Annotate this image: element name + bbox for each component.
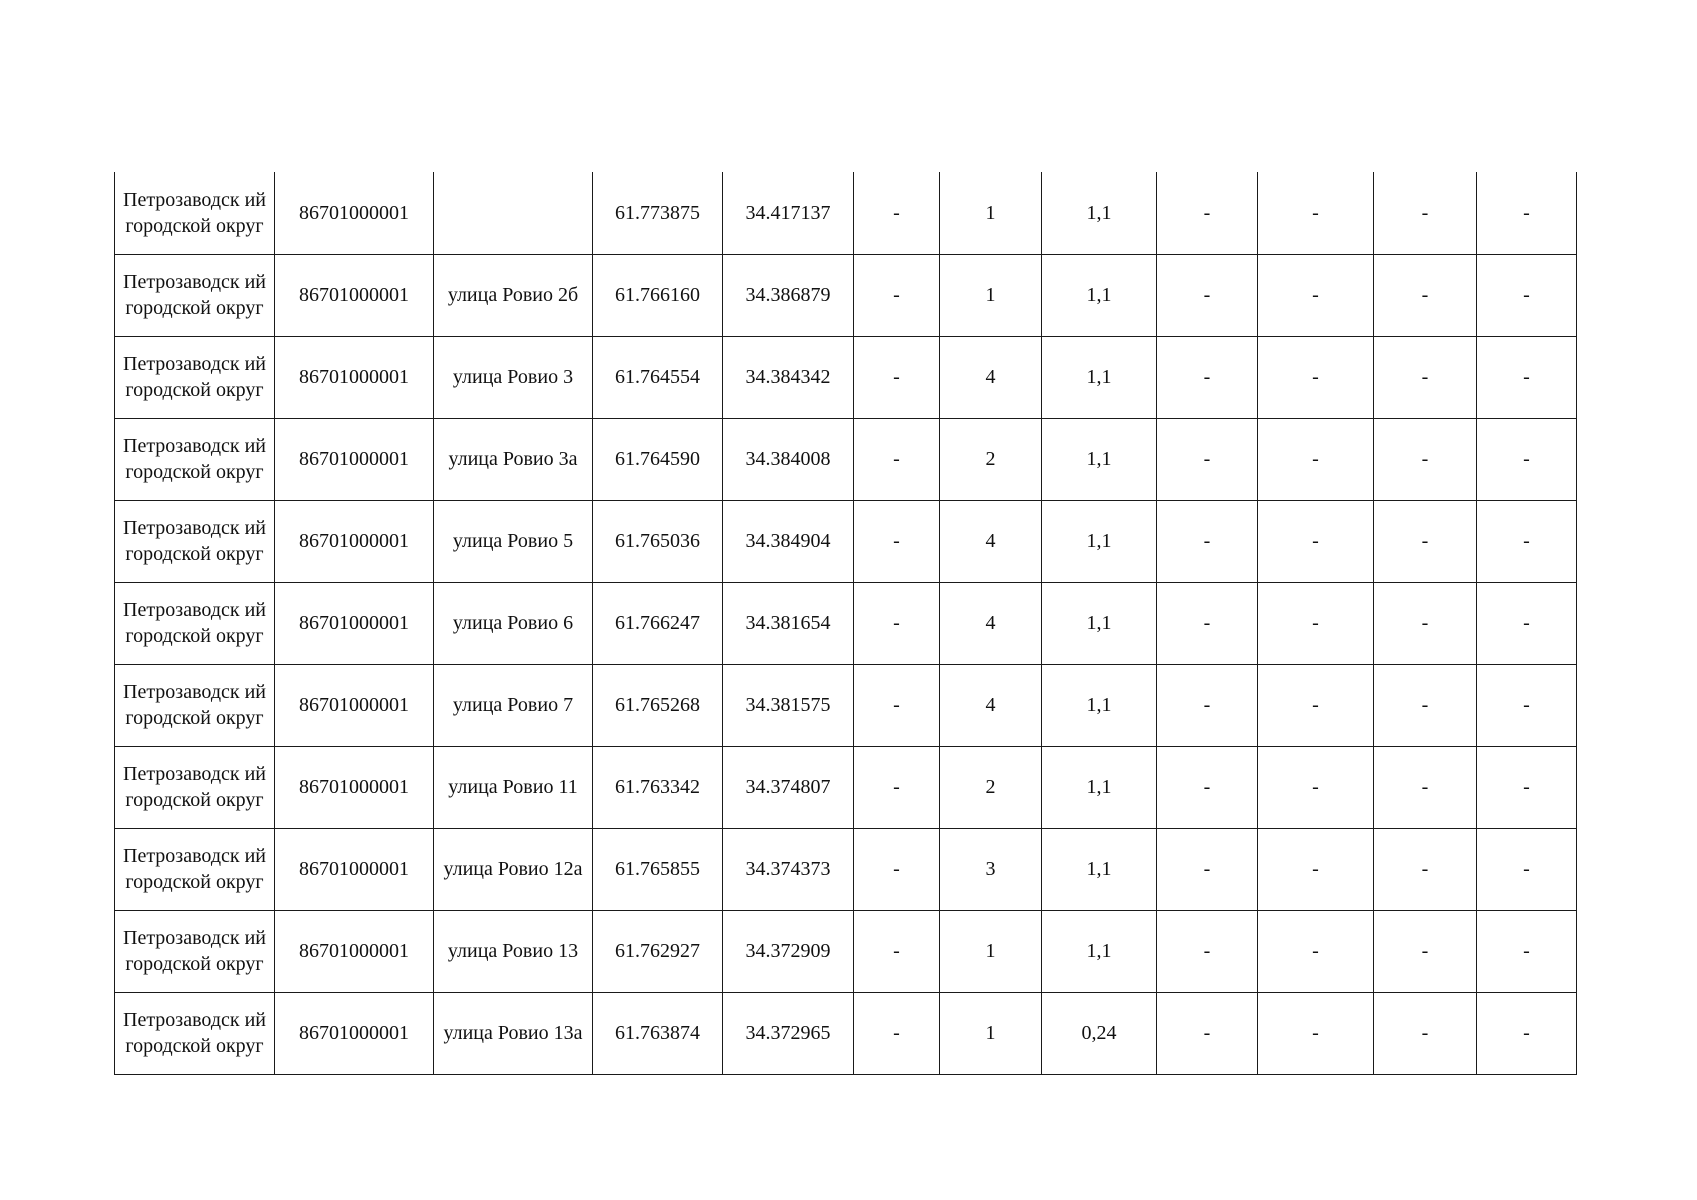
cell-container-count: 4 (940, 500, 1042, 582)
cell-col10: - (1258, 500, 1374, 582)
table-row (115, 828, 1577, 910)
cell-container-count: 4 (940, 336, 1042, 418)
table-row (115, 910, 1577, 992)
cell-container-count: 1 (940, 172, 1042, 254)
cell-oktmo: 86701000001 (275, 910, 434, 992)
cell-street: улица Ровио 13а (434, 992, 593, 1074)
cell-volume: 1,1 (1042, 418, 1157, 500)
cell-col12: - (1477, 746, 1577, 828)
cell-municipality: Петрозаводск ий городской округ (115, 500, 275, 582)
cell-col11: - (1374, 828, 1477, 910)
cell-street: улица Ровио 7 (434, 664, 593, 746)
cell-col6: - (854, 582, 940, 664)
cell-col9: - (1157, 418, 1258, 500)
cell-municipality: Петрозаводск ий городской округ (115, 828, 275, 910)
cell-latitude: 61.765036 (593, 500, 723, 582)
cell-longitude: 34.384904 (723, 500, 854, 582)
cell-col6: - (854, 500, 940, 582)
cell-street: улица Ровио 6 (434, 582, 593, 664)
cell-col9: - (1157, 254, 1258, 336)
cell-container-count: 1 (940, 254, 1042, 336)
cell-col11: - (1374, 254, 1477, 336)
cell-col12: - (1477, 336, 1577, 418)
cell-col10: - (1258, 582, 1374, 664)
cell-col10: - (1258, 254, 1374, 336)
cell-street (434, 172, 593, 254)
cell-longitude: 34.384008 (723, 418, 854, 500)
cell-volume: 1,1 (1042, 500, 1157, 582)
cell-col9: - (1157, 746, 1258, 828)
cell-latitude: 61.764590 (593, 418, 723, 500)
cell-longitude: 34.417137 (723, 172, 854, 254)
cell-col11: - (1374, 582, 1477, 664)
cell-col9: - (1157, 828, 1258, 910)
cell-col12: - (1477, 910, 1577, 992)
cell-col6: - (854, 336, 940, 418)
cell-col6: - (854, 418, 940, 500)
cell-oktmo: 86701000001 (275, 254, 434, 336)
cell-oktmo: 86701000001 (275, 582, 434, 664)
table-row (115, 500, 1577, 582)
cell-volume: 0,24 (1042, 992, 1157, 1074)
cell-volume: 1,1 (1042, 582, 1157, 664)
cell-col12: - (1477, 828, 1577, 910)
cell-volume: 1,1 (1042, 828, 1157, 910)
cell-municipality: Петрозаводск ий городской округ (115, 336, 275, 418)
cell-col12: - (1477, 500, 1577, 582)
cell-col12: - (1477, 254, 1577, 336)
cell-latitude: 61.765268 (593, 664, 723, 746)
cell-oktmo: 86701000001 (275, 336, 434, 418)
cell-latitude: 61.773875 (593, 172, 723, 254)
table-row (115, 418, 1577, 500)
cell-col6: - (854, 746, 940, 828)
table-row (115, 992, 1577, 1074)
cell-volume: 1,1 (1042, 336, 1157, 418)
cell-container-count: 1 (940, 910, 1042, 992)
cell-longitude: 34.381654 (723, 582, 854, 664)
cell-latitude: 61.765855 (593, 828, 723, 910)
cell-container-count: 4 (940, 664, 1042, 746)
table-row (115, 254, 1577, 336)
cell-col10: - (1258, 910, 1374, 992)
cell-longitude: 34.384342 (723, 336, 854, 418)
cell-volume: 1,1 (1042, 254, 1157, 336)
cell-oktmo: 86701000001 (275, 746, 434, 828)
cell-municipality: Петрозаводск ий городской округ (115, 254, 275, 336)
cell-latitude: 61.764554 (593, 336, 723, 418)
cell-container-count: 3 (940, 828, 1042, 910)
cell-col6: - (854, 828, 940, 910)
cell-municipality: Петрозаводск ий городской округ (115, 992, 275, 1074)
cell-col11: - (1374, 746, 1477, 828)
cell-longitude: 34.372965 (723, 992, 854, 1074)
cell-col10: - (1258, 172, 1374, 254)
cell-municipality: Петрозаводск ий городской округ (115, 664, 275, 746)
cell-col12: - (1477, 582, 1577, 664)
cell-street: улица Ровио 5 (434, 500, 593, 582)
cell-oktmo: 86701000001 (275, 500, 434, 582)
cell-longitude: 34.372909 (723, 910, 854, 992)
table-row (115, 664, 1577, 746)
cell-latitude: 61.763342 (593, 746, 723, 828)
cell-col10: - (1258, 664, 1374, 746)
cell-municipality: Петрозаводск ий городской округ (115, 172, 275, 254)
cell-latitude: 61.762927 (593, 910, 723, 992)
cell-col11: - (1374, 500, 1477, 582)
cell-longitude: 34.374373 (723, 828, 854, 910)
cell-col12: - (1477, 418, 1577, 500)
cell-oktmo: 86701000001 (275, 172, 434, 254)
cell-col9: - (1157, 336, 1258, 418)
cell-longitude: 34.374807 (723, 746, 854, 828)
cell-col10: - (1258, 746, 1374, 828)
cell-municipality: Петрозаводск ий городской округ (115, 910, 275, 992)
cell-oktmo: 86701000001 (275, 664, 434, 746)
cell-col9: - (1157, 500, 1258, 582)
cell-oktmo: 86701000001 (275, 992, 434, 1074)
cell-col11: - (1374, 418, 1477, 500)
cell-street: улица Ровио 13 (434, 910, 593, 992)
cell-col9: - (1157, 910, 1258, 992)
table-body (115, 172, 1577, 1074)
container-sites-table (114, 172, 1577, 1075)
cell-street: улица Ровио 3 (434, 336, 593, 418)
cell-col11: - (1374, 992, 1477, 1074)
cell-container-count: 1 (940, 992, 1042, 1074)
cell-container-count: 2 (940, 746, 1042, 828)
table-row (115, 336, 1577, 418)
cell-street: улица Ровио 11 (434, 746, 593, 828)
cell-latitude: 61.766247 (593, 582, 723, 664)
table-row (115, 582, 1577, 664)
cell-volume: 1,1 (1042, 664, 1157, 746)
cell-col10: - (1258, 992, 1374, 1074)
cell-col9: - (1157, 582, 1258, 664)
table-row (115, 746, 1577, 828)
cell-col12: - (1477, 664, 1577, 746)
cell-col11: - (1374, 336, 1477, 418)
cell-container-count: 2 (940, 418, 1042, 500)
cell-longitude: 34.386879 (723, 254, 854, 336)
cell-container-count: 4 (940, 582, 1042, 664)
cell-col11: - (1374, 172, 1477, 254)
cell-latitude: 61.766160 (593, 254, 723, 336)
cell-municipality: Петрозаводск ий городской округ (115, 746, 275, 828)
cell-col12: - (1477, 992, 1577, 1074)
cell-col11: - (1374, 664, 1477, 746)
cell-municipality: Петрозаводск ий городской округ (115, 418, 275, 500)
cell-col9: - (1157, 172, 1258, 254)
cell-latitude: 61.763874 (593, 992, 723, 1074)
cell-col6: - (854, 910, 940, 992)
cell-col6: - (854, 992, 940, 1074)
cell-volume: 1,1 (1042, 746, 1157, 828)
cell-oktmo: 86701000001 (275, 828, 434, 910)
cell-col12: - (1477, 172, 1577, 254)
cell-volume: 1,1 (1042, 172, 1157, 254)
cell-col9: - (1157, 664, 1258, 746)
cell-col6: - (854, 254, 940, 336)
cell-oktmo: 86701000001 (275, 418, 434, 500)
cell-col6: - (854, 664, 940, 746)
cell-street: улица Ровио 12а (434, 828, 593, 910)
cell-col6: - (854, 172, 940, 254)
cell-municipality: Петрозаводск ий городской округ (115, 582, 275, 664)
cell-col10: - (1258, 828, 1374, 910)
cell-longitude: 34.381575 (723, 664, 854, 746)
cell-col10: - (1258, 336, 1374, 418)
cell-col11: - (1374, 910, 1477, 992)
cell-street: улица Ровио 3а (434, 418, 593, 500)
cell-street: улица Ровио 2б (434, 254, 593, 336)
cell-volume: 1,1 (1042, 910, 1157, 992)
table-row (115, 172, 1577, 254)
cell-col9: - (1157, 992, 1258, 1074)
cell-col10: - (1258, 418, 1374, 500)
